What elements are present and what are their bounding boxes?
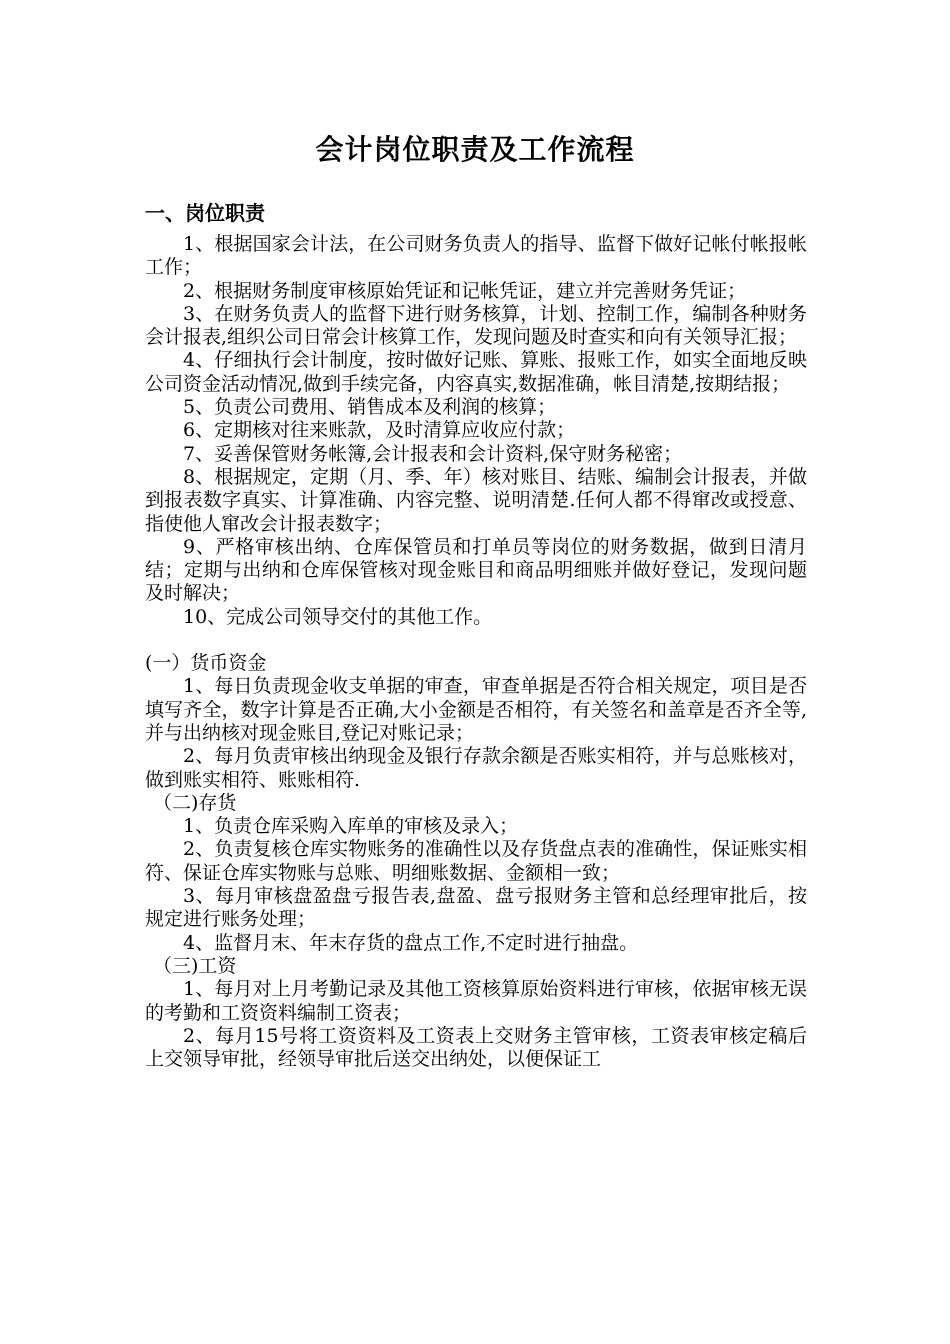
duty-item: 10、完成公司领导交付的其他工作。 [183, 605, 493, 628]
inventory-item: 1、负责仓库采购入库单的审核及录入； [183, 815, 519, 838]
document-title: 会计岗位职责及工作流程 [315, 133, 635, 166]
duty-item: 4、仔细执行会计制度，按时做好记账、算账、报账工作，如实全面地反映公司资金活动情况,做到手续完备，内容真实,数据准确，帐目清楚,按期结报； [145, 349, 807, 395]
section-heading-duties: 一、岗位职责 [145, 201, 265, 225]
subsection-heading-inventory: （二)存货 [153, 791, 237, 814]
duty-item: 6、定期核对往来账款，及时清算应收应付款； [183, 419, 576, 442]
duty-item: 7、妥善保管财务帐簿,会计报表和会计资料,保守财务秘密； [183, 442, 683, 465]
duty-item: 8、根据规定，定期（月、季、年）核对账目、结账、编制会计报表，并做到报表数字真实、计算准确、内容完整、说明清楚.任何人都不得窜改或授意、指使他人窜改会计报表数字； [145, 465, 807, 535]
subsection-heading-cash: (一）货币资金 [145, 652, 267, 675]
duty-item: 3、在财务负责人的监督下进行财务核算，计划、控制工作，编制各种财务会计报表,组织公司日常会计核算工作，发现问题及时查实和向有关领导汇报； [145, 302, 807, 349]
inventory-item: 2、负责复核仓库实物账务的准确性以及存货盘点表的准确性，保证账实相符、保证仓库实物账与总账、明细账数据、金额相一致； [145, 838, 807, 884]
inventory-item: 3、每月审核盘盈盘亏报告表,盘盈、盘亏报财务主管和总经理审批后，按规定进行账务处理； [145, 885, 807, 931]
document-body [145, 233, 807, 1071]
payroll-item: 2、每月15号将工资资料及工资表上交财务主管审核，工资表审核定稿后上交领导审批，经领导审批后送交出纳处，以便保证工 [145, 1024, 807, 1071]
cash-item: 2、每月负责审核出纳现金及银行存款余额是否账实相符，并与总账核对，做到账实相符、账账相符. [145, 745, 807, 791]
duty-item: 9、严格审核出纳、仓库保管员和打单员等岗位的财务数据，做到日清月结；定期与出纳和仓库保管核对现金账目和商品明细账并做好登记，发现问题及时解决； [145, 535, 807, 605]
subsection-heading-payroll: （三)工资 [153, 954, 237, 977]
duty-item: 2、根据财务制度审核原始凭证和记帐凭证，建立并完善财务凭证； [183, 279, 747, 302]
cash-item: 1、每日负责现金收支单据的审查，审查单据是否符合相关规定，项目是否填写齐全，数字计算是否正确,大小金额是否相符，有关签名和盖章是否齐全等,并与出纳核对现金账目,登记对账记录； [145, 675, 807, 744]
duty-item: 5、负责公司费用、销售成本及利润的核算； [183, 396, 557, 419]
inventory-item: 4、监督月末、年末存货的盘点工作,不定时进行抽盘。 [183, 931, 639, 954]
payroll-item: 1、每月对上月考勤记录及其他工资核算原始资料进行审核，依据审核无误的考勤和工资资料编制工资表； [145, 978, 807, 1024]
duty-item: 1、根据国家会计法，在公司财务负责人的指导、监督下做好记帐付帐报帐工作； [145, 233, 807, 279]
